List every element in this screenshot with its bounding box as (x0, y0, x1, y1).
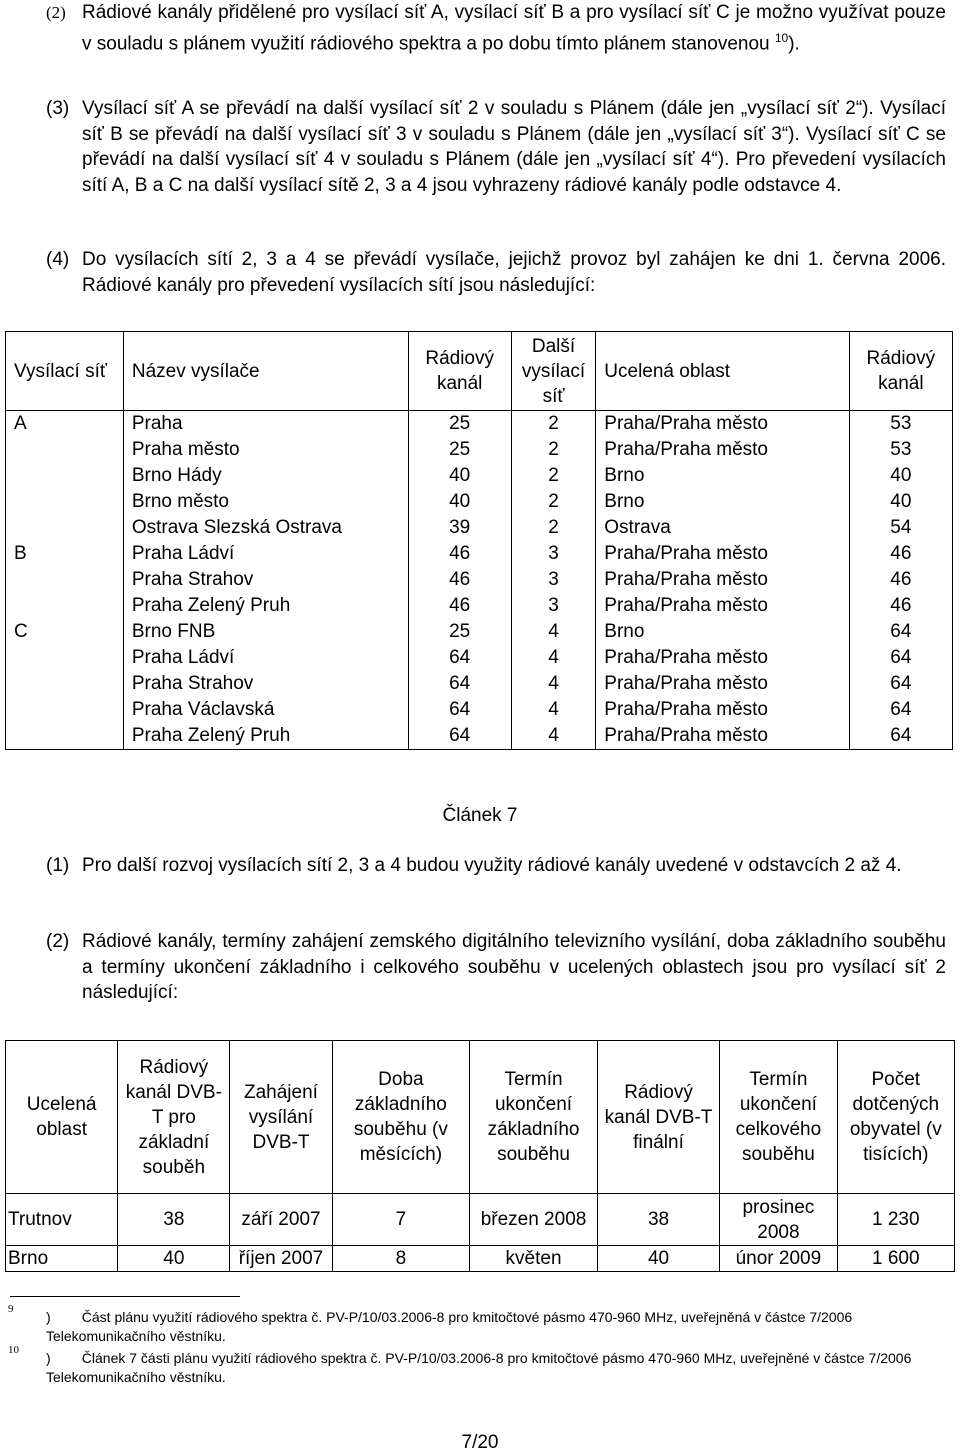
table-cell: Praha Strahov (123, 567, 408, 593)
table-cell: B (6, 541, 124, 567)
table-cell: Brno FNB (123, 619, 408, 645)
table-row (6, 567, 953, 593)
table-header-row (6, 332, 953, 411)
table-cell: 2 (511, 411, 595, 438)
table-cell: 64 (849, 671, 952, 697)
table-cell: Brno město (123, 489, 408, 515)
table-cell: Praha Ládví (123, 645, 408, 671)
table-cell: 46 (849, 541, 952, 567)
table-cell: A (6, 411, 124, 438)
footnote-mark: 10 (8, 1344, 19, 1356)
header-cell: Doba základního souběhu (v měsících) (332, 1041, 470, 1194)
table-cell: 64 (408, 697, 511, 723)
table-row (6, 1194, 955, 1246)
table-cell: 4 (511, 645, 595, 671)
footnote-10 (8, 1344, 948, 1387)
table-cell: 46 (408, 567, 511, 593)
table-cell: 4 (511, 619, 595, 645)
table-cell: 4 (511, 671, 595, 697)
table-cell: 2 (511, 515, 595, 541)
table-cell (6, 671, 124, 697)
paragraph-number: (4) (46, 249, 70, 270)
table-cell: Praha/Praha město (596, 567, 849, 593)
article-paragraph-2 (46, 929, 946, 1006)
table-cell: 40 (408, 489, 511, 515)
table-cell: 4 (511, 723, 595, 750)
table-cell: 39 (408, 515, 511, 541)
table-cell: 7 (332, 1194, 470, 1246)
header-cell: Rádiový kanál DVB-T pro základní souběh (118, 1041, 230, 1194)
header-cell: Ucelená oblast (6, 1041, 118, 1194)
table-cell: 38 (597, 1194, 719, 1246)
paragraph-4 (46, 247, 946, 298)
table-cell: Trutnov (6, 1194, 118, 1246)
table-cell: říjen 2007 (230, 1246, 332, 1272)
paragraph-number: (1) (46, 855, 70, 876)
table-cell: 46 (408, 541, 511, 567)
table-row (6, 671, 953, 697)
table-cell: 40 (597, 1246, 719, 1272)
table-cell: 54 (849, 515, 952, 541)
paragraph-body (82, 0, 946, 56)
table-cell: 53 (849, 411, 952, 438)
table-cell: Praha/Praha město (596, 593, 849, 619)
page-number: 7/20 (461, 1432, 499, 1453)
paragraph-text: Pro další rozvoj vysílacích sítí 2, 3 a 4 budou využity rádiové kanály uvedené v odstavcích 2 až 4. (82, 855, 902, 876)
paragraph-number: (3) (46, 98, 70, 119)
table-row (6, 697, 953, 723)
table-cell: Brno (596, 619, 849, 645)
table-cell: 64 (849, 697, 952, 723)
table-cell: 3 (511, 567, 595, 593)
footnote-body: ) Část plánu využití rádiového spektra č. PV-P/10/03.2006-8 pro kmitočtové pásmo 470-960 MHz, uveřejněná v částce 7/2006 Telekomunikačního věstníku. (46, 1309, 853, 1344)
channel-transfer-table (5, 331, 953, 750)
table-row (6, 645, 953, 671)
table-cell (6, 437, 124, 463)
table-row (6, 1246, 955, 1272)
table-cell: Praha/Praha město (596, 541, 849, 567)
table-cell: 64 (849, 645, 952, 671)
header-cell: Počet dotčených obyvatel (v tisících) (837, 1041, 954, 1194)
footnote-text: Článek 7 části plánu využití rádiového spektra č. PV-P/10/03.2006-8 pro kmitočtové pásmo 470-960 MHz, uveřejněné v částce 7/2006 Telekomunikačního věstníku. (46, 1350, 912, 1385)
table-cell: 40 (849, 463, 952, 489)
paragraph-number: (2) (46, 931, 70, 952)
footnote-body: ) Článek 7 části plánu využití rádiového spektra č. PV-P/10/03.2006-8 pro kmitočtové pásmo 470-960 MHz, uveřejněné v částce 7/2006 Telekomunikačního věstníku. (46, 1350, 912, 1385)
footnote-ref: 10 (774, 30, 789, 45)
header-cell: Rádiový kanál (408, 332, 511, 411)
table-cell: Praha Zelený Pruh (123, 723, 408, 750)
table-cell: 64 (408, 645, 511, 671)
table-cell: Praha Zelený Pruh (123, 593, 408, 619)
table-cell: Praha Václavská (123, 697, 408, 723)
table-cell: 4 (511, 697, 595, 723)
table-cell: 38 (118, 1194, 230, 1246)
table-cell: 53 (849, 437, 952, 463)
paragraph-number: (2) (46, 3, 66, 22)
table-cell: březen 2008 (470, 1194, 598, 1246)
table-cell: 2 (511, 463, 595, 489)
footnote-text: Část plánu využití rádiového spektra č. PV-P/10/03.2006-8 pro kmitočtové pásmo 470-960 MHz, uveřejněná v částce 7/2006 Telekomunikačního věstníku. (46, 1309, 853, 1344)
table-cell: 3 (511, 541, 595, 567)
paragraph-tail: ). (788, 32, 800, 54)
table-cell: Ostrava (596, 515, 849, 541)
table-cell: 40 (408, 463, 511, 489)
header-cell: Rádiový kanál (849, 332, 952, 411)
header-cell: Rádiový kanál DVB-T finální (597, 1041, 719, 1194)
table-header-row (6, 1041, 955, 1194)
table-cell: 8 (332, 1246, 470, 1272)
table-cell: 3 (511, 593, 595, 619)
footnote-mark: 9 (8, 1303, 14, 1315)
table-cell: Brno (6, 1246, 118, 1272)
paragraph-text: Vysílací síť A se převádí na další vysílací síť 2 v souladu s Plánem (dále jen „vysílací síť 2“). Vysílací síť B se převádí na další vysílací síť 3 v souladu s Plánem (dále jen „vysílací síť 3“). Vysílací síť C se převádí na další vysílací síť 4 v souladu s Plánem (dále jen „vysílací síť 4“). Pro převedení vysílacích sítí A, B a C na další vysílací sítě 2, 3 a 4 jsou vyhrazeny rádiové kanály podle odstavce 4. (82, 98, 946, 196)
table-row (6, 411, 953, 438)
table-cell (6, 463, 124, 489)
table-row (6, 437, 953, 463)
table-cell: Praha/Praha město (596, 723, 849, 750)
paragraph-text: Rádiové kanály přidělené pro vysílací síť A, vysílací síť B a pro vysílací síť C je možno využívat pouze v souladu s plánem využití rádiového spektra a po dobu tímto plánem stanovenou (82, 2, 946, 54)
table-row (6, 619, 953, 645)
table-cell: Praha Strahov (123, 671, 408, 697)
table-cell: Praha město (123, 437, 408, 463)
table-row (6, 515, 953, 541)
table-cell: Brno (596, 463, 849, 489)
table-cell: 46 (849, 567, 952, 593)
table-cell: 64 (408, 723, 511, 750)
table-cell: 40 (849, 489, 952, 515)
header-cell: Termín ukončení základního souběhu (470, 1041, 598, 1194)
table-cell: Praha/Praha město (596, 411, 849, 438)
article-paragraph-1 (46, 853, 946, 879)
table-cell (6, 645, 124, 671)
header-cell: Termín ukončení celkového souběhu (720, 1041, 837, 1194)
article-heading: Článek 7 (442, 805, 518, 826)
table-cell (6, 515, 124, 541)
table-row (6, 463, 953, 489)
dvbt-schedule-table (5, 1040, 955, 1272)
table-cell: Brno (596, 489, 849, 515)
header-cell: Další vysílací síť (511, 332, 595, 411)
table-cell: květen (470, 1246, 598, 1272)
paragraph-2 (46, 0, 946, 56)
table-cell: Ostrava Slezská Ostrava (123, 515, 408, 541)
table-cell: Praha (123, 411, 408, 438)
table-cell: Brno Hády (123, 463, 408, 489)
table-cell: 64 (849, 723, 952, 750)
header-cell: Ucelená oblast (596, 332, 849, 411)
paragraph-text: Do vysílacích sítí 2, 3 a 4 se převádí vysílače, jejichž provoz byl zahájen ke dni 1. června 2006. Rádiové kanály pro převedení vysílacích sítí jsou následující: (82, 249, 946, 296)
table-row (6, 541, 953, 567)
table-cell: Praha/Praha město (596, 671, 849, 697)
footnote-separator (10, 1296, 240, 1297)
header-cell: Zahájení vysílání DVB-T (230, 1041, 332, 1194)
table-cell: 25 (408, 411, 511, 438)
table-cell: Praha/Praha město (596, 645, 849, 671)
table-cell: únor 2009 (720, 1246, 837, 1272)
paragraph-text: Rádiové kanály, termíny zahájení zemského digitálního televizního vysílání, doba základního souběhu a termíny ukončení základního i celkového souběhu v ucelených oblastech jsou pro vysílací síť 2 následující: (82, 931, 946, 1003)
table-cell: 40 (118, 1246, 230, 1272)
table-cell: 25 (408, 619, 511, 645)
header-cell: Vysílací síť (6, 332, 124, 411)
header-cell: Název vysílače (123, 332, 408, 411)
table-cell: 64 (849, 619, 952, 645)
table-cell (6, 723, 124, 750)
table-cell: 2 (511, 489, 595, 515)
table-cell: C (6, 619, 124, 645)
table-cell: září 2007 (230, 1194, 332, 1246)
table-cell: 64 (408, 671, 511, 697)
table-cell: Praha Ládví (123, 541, 408, 567)
table-cell: 1 600 (837, 1246, 954, 1272)
table-row (6, 489, 953, 515)
table-cell: 46 (408, 593, 511, 619)
table-cell (6, 489, 124, 515)
table-cell: 25 (408, 437, 511, 463)
table-cell: prosinec 2008 (720, 1194, 837, 1246)
paragraph-3 (46, 96, 946, 198)
table-row (6, 723, 953, 750)
table-cell (6, 697, 124, 723)
table-cell: Praha/Praha město (596, 437, 849, 463)
footnote-9 (8, 1303, 948, 1346)
table-cell: 46 (849, 593, 952, 619)
table-cell: Praha/Praha město (596, 697, 849, 723)
table-cell (6, 593, 124, 619)
table-cell: 1 230 (837, 1194, 954, 1246)
table-cell (6, 567, 124, 593)
table-cell: 2 (511, 437, 595, 463)
table-row (6, 593, 953, 619)
